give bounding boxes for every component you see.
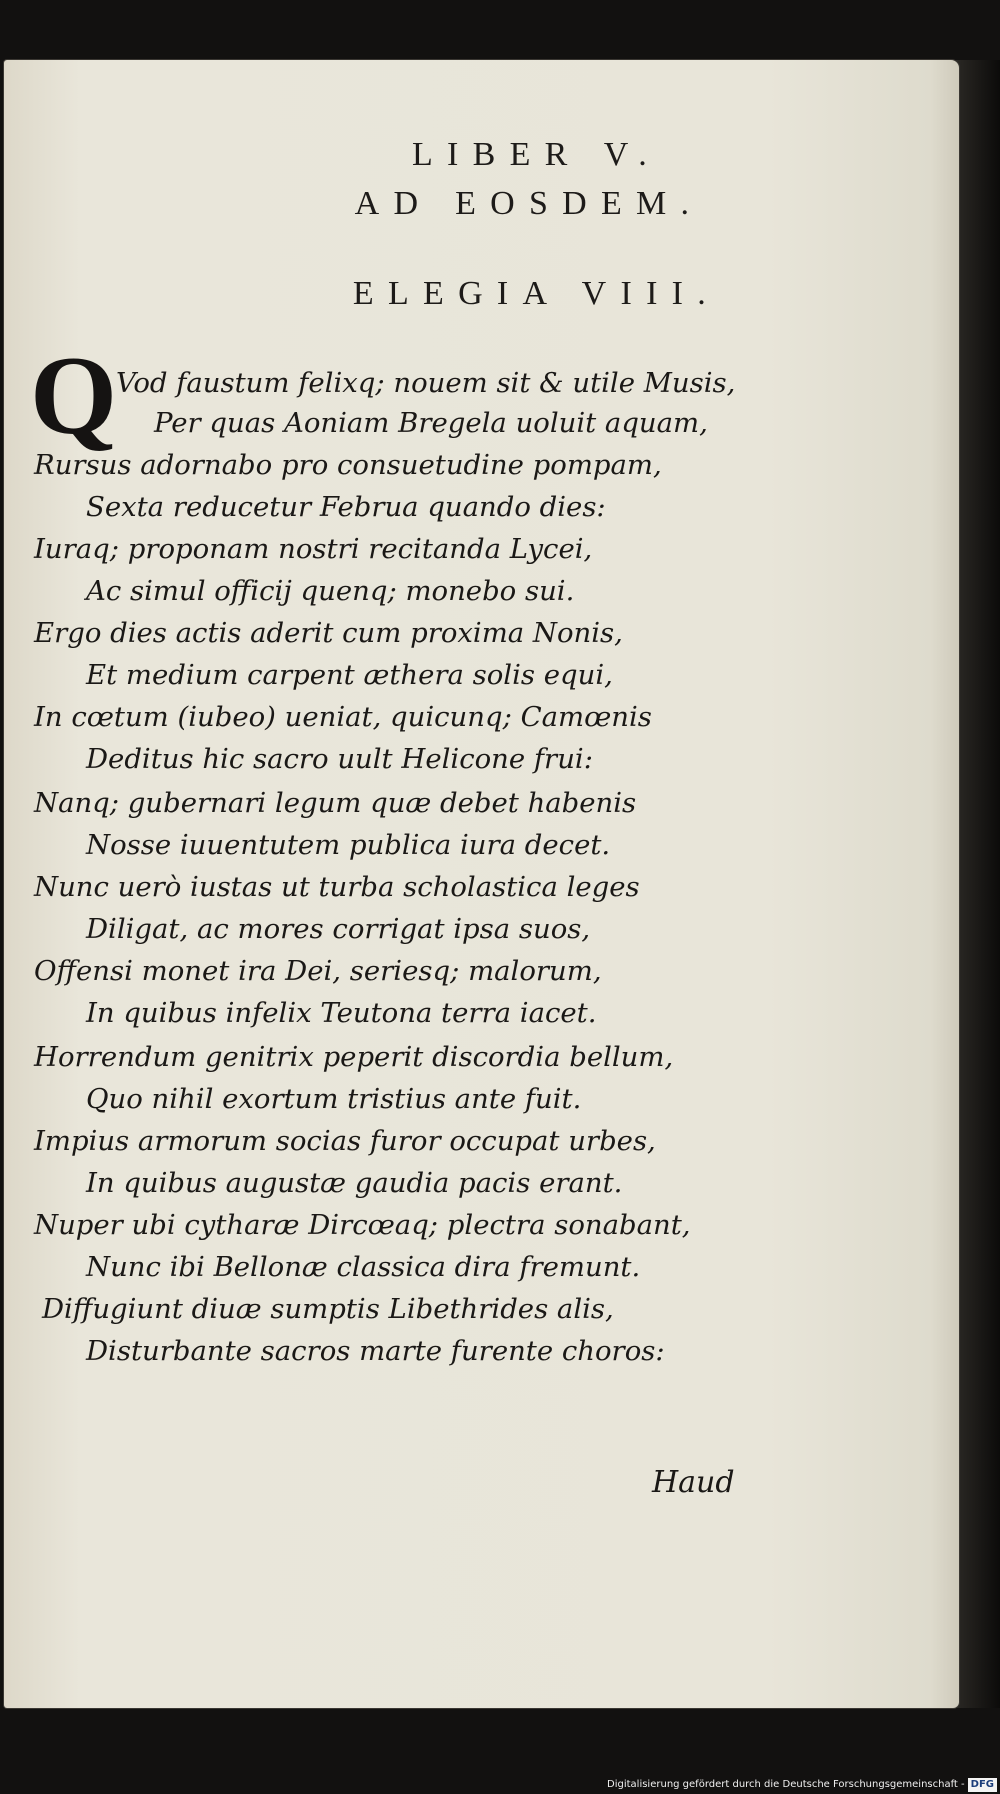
verse-line: Nosse iuuentutem publica iura decet. bbox=[86, 829, 611, 861]
verse-line: Diffugiunt diuæ sumptis Libethrides alis, bbox=[42, 1293, 614, 1325]
verse-line: Ergo dies actis aderit cum proxima Nonis, bbox=[34, 617, 623, 649]
verse-line: Quo nihil exortum tristius ante fuit. bbox=[86, 1083, 582, 1115]
drop-cap: Q bbox=[30, 334, 118, 458]
running-head: LIBER V. bbox=[411, 136, 661, 173]
verse-line: Iuraq; proponam nostri recitanda Lycei, bbox=[34, 533, 593, 565]
verse-line: Disturbante sacros marte furente choros: bbox=[86, 1335, 665, 1367]
verse-line: Nunc ibi Bellonæ classica dira fremunt. bbox=[86, 1251, 641, 1283]
verse-line: In quibus augustæ gaudia pacis erant. bbox=[86, 1167, 623, 1199]
verse-line: Sexta reducetur Februa quando dies: bbox=[86, 491, 606, 523]
digitization-credit bbox=[0, 1776, 1000, 1794]
verse-line: Impius armorum socias furor occupat urbes, bbox=[34, 1125, 656, 1157]
verse-line: Nunc uerò iustas ut turba scholastica leges bbox=[34, 871, 640, 903]
credit-text: Digitalisierung gefördert durch die Deutsche Forschungsgemeinschaft - bbox=[607, 1779, 965, 1790]
verse-line: Vod faustum felixq; nouem sit & utile Musis, bbox=[116, 367, 736, 399]
catchword: Haud bbox=[652, 1465, 735, 1500]
verse-line: Rursus adornabo pro consuetudine pompam, bbox=[34, 449, 662, 481]
book-page bbox=[4, 60, 959, 1708]
verse-line: In quibus infelix Teutona terra iacet. bbox=[86, 997, 597, 1029]
verse-line: Et medium carpent æthera solis equi, bbox=[86, 659, 613, 691]
verse-line: Diligat, ac mores corrigat ipsa suos, bbox=[86, 913, 591, 945]
verse-line: Per quas Aoniam Bregela uoluit aquam, bbox=[154, 407, 708, 439]
verse-line: In cœtum (iubeo) ueniat, quicunq; Camœnis bbox=[34, 701, 652, 733]
verse-line: Nuper ubi cytharæ Dircœaq; plectra sonabant, bbox=[34, 1209, 691, 1241]
book-edge-shadow bbox=[956, 60, 1000, 1708]
verse-line: Nanq; gubernari legum quæ debet habenis bbox=[34, 787, 637, 819]
dfg-logo: DFG bbox=[968, 1778, 997, 1792]
elegy-title: ELEGIA VIII. bbox=[352, 275, 721, 312]
verse-line: Ac simul officij quenq; monebo sui. bbox=[86, 575, 575, 607]
verse-line: Horrendum genitrix peperit discordia bellum, bbox=[34, 1041, 674, 1073]
section-title: AD EOSDEM. bbox=[354, 185, 704, 222]
verse-line: Offensi monet ira Dei, seriesq; malorum, bbox=[34, 955, 602, 987]
verse-line: Deditus hic sacro uult Helicone frui: bbox=[86, 743, 593, 775]
